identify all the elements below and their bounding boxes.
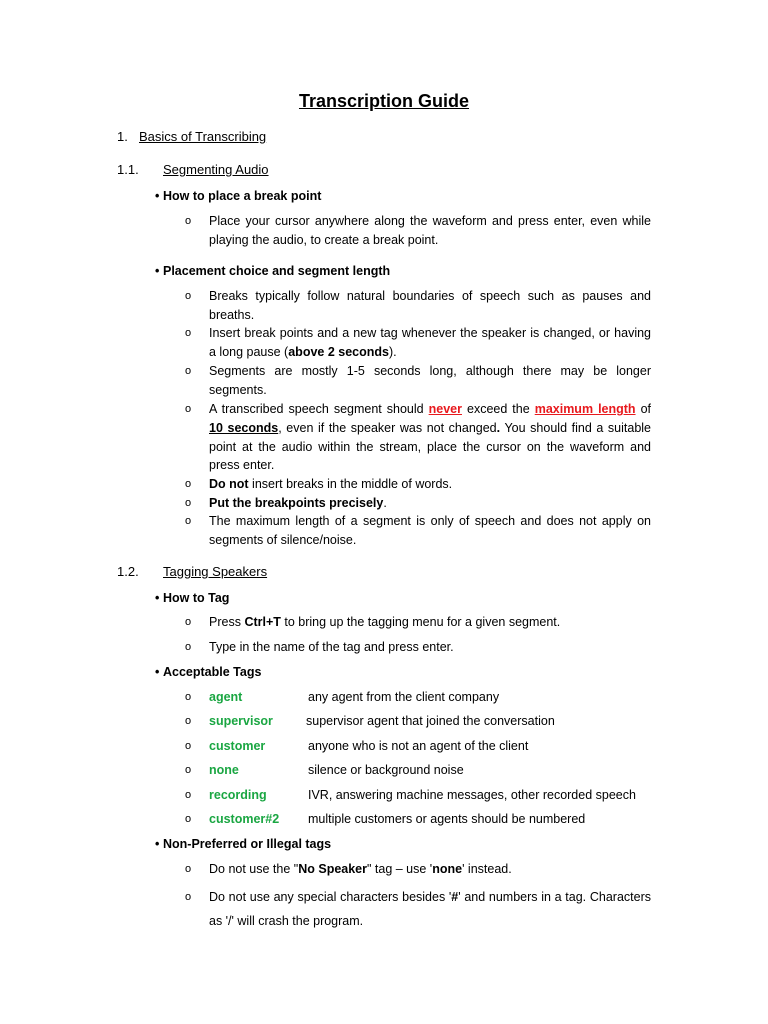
list-item <box>185 212 651 250</box>
item-text: A transcribed speech segment should <box>209 402 429 416</box>
emphasis-10-seconds: 10 seconds <box>209 420 279 435</box>
emphasis-maximum-length: maximum length <box>534 402 636 416</box>
bullet-illegal-tags: • Non-Preferred or Illegal tags <box>163 835 331 853</box>
list-item <box>185 494 651 513</box>
section-number: 1.1. <box>117 162 139 177</box>
item-text: to bring up the tagging menu for a given segment. <box>280 615 561 629</box>
list-item <box>185 362 651 400</box>
list-marker: o <box>185 691 192 703</box>
item-text: Breaks typically follow natural boundaries of speech such as pauses and breaths. <box>209 289 651 322</box>
item-bold-text: none <box>432 862 463 876</box>
shortcut-key: Ctrl+T <box>244 615 281 629</box>
item-text: The maximum length of a segment is only of speech and does not apply on segments of silence/noise. <box>209 514 651 547</box>
item-text: of <box>635 402 651 416</box>
section-title: Basics of Transcribing <box>139 129 267 144</box>
item-text: exceed the <box>461 402 535 416</box>
list-marker: o <box>185 616 192 628</box>
tag-name: recording <box>209 788 267 802</box>
list-marker: o <box>185 764 192 776</box>
section-number: 1.2. <box>117 564 139 579</box>
tag-description: supervisor agent that joined the conversation <box>306 714 555 728</box>
section-title: Segmenting Audio <box>163 162 269 177</box>
list-marker: o <box>185 515 192 527</box>
list-marker: o <box>185 215 192 227</box>
item-text: You should find a suitable point at the audio within the stream, place the cursor on the waveform and press enter. <box>209 420 651 473</box>
list-marker: o <box>185 641 192 653</box>
item-text: Do not use any special characters besides ' <box>209 890 452 904</box>
item-bold-text: Put the breakpoints precisely <box>209 496 384 510</box>
list-item <box>185 475 651 494</box>
item-text: insert breaks in the middle of words. <box>248 477 453 491</box>
list-item <box>185 324 651 362</box>
item-bold-text: No Speaker <box>298 862 367 876</box>
list-marker: o <box>185 403 192 415</box>
list-marker: o <box>185 789 192 801</box>
list-item <box>185 287 651 325</box>
item-bold-text: # <box>451 890 459 904</box>
tag-name: none <box>209 763 239 777</box>
tag-description: multiple customers or agents should be numbered <box>308 812 586 826</box>
item-text: Type in the name of the tag and press enter. <box>209 640 454 654</box>
item-text: Segments are mostly 1-5 seconds long, although there may be longer segments. <box>209 364 651 397</box>
list-marker: o <box>185 327 192 339</box>
tag-description: any agent from the client company <box>308 690 500 704</box>
bullet-break-point: • How to place a break point <box>163 187 321 205</box>
page-title: Transcription Guide <box>298 91 470 111</box>
list-item <box>185 860 651 879</box>
list-marker: o <box>185 497 192 509</box>
item-bold-text: Do not <box>209 477 249 491</box>
list-marker: o <box>185 863 192 875</box>
tag-description: IVR, answering machine messages, other recorded speech <box>308 788 636 802</box>
item-bold-text: above 2 seconds <box>288 344 389 359</box>
item-bold-text: . <box>496 420 501 435</box>
list-marker: o <box>185 891 192 903</box>
item-text: , even if the speaker was not changed <box>278 420 497 435</box>
bullet-how-to-tag: • How to Tag <box>163 589 229 607</box>
tag-description: silence or background noise <box>308 763 464 777</box>
item-text: Press <box>209 615 245 629</box>
list-item <box>185 400 651 475</box>
item-text: Place your cursor anywhere along the waveform and press enter, even while playing the audio, to create a break point. <box>209 214 651 247</box>
section-number: 1. <box>117 129 128 144</box>
list-item <box>185 885 651 933</box>
item-text: ' and numbers in a tag. Characters as '/' will crash the program. <box>209 890 651 928</box>
section-title: Tagging Speakers <box>163 564 268 579</box>
item-text: Do not use the " <box>209 862 299 876</box>
tag-name: agent <box>209 690 243 704</box>
item-text: . <box>383 496 387 510</box>
item-text: ' instead. <box>462 862 512 876</box>
tag-name: customer <box>209 739 266 753</box>
list-marker: o <box>185 715 192 727</box>
tag-name: supervisor <box>209 714 273 728</box>
bullet-acceptable-tags: • Acceptable Tags <box>163 663 261 681</box>
list-item <box>185 638 651 657</box>
list-item <box>185 613 651 632</box>
list-marker: o <box>185 740 192 752</box>
list-item <box>185 512 651 550</box>
bullet-placement: • Placement choice and segment length <box>163 262 390 280</box>
list-marker: o <box>185 813 192 825</box>
item-text: Insert break points and a new tag whenever the speaker is changed, or having a long pause ( <box>209 326 651 359</box>
tag-description: anyone who is not an agent of the client <box>308 739 529 753</box>
list-marker: o <box>185 290 192 302</box>
tag-name: customer#2 <box>209 812 280 826</box>
emphasis-never: never <box>428 402 462 416</box>
list-marker: o <box>185 478 192 490</box>
item-text: ). <box>388 344 397 359</box>
item-text: " tag – use ' <box>367 862 433 876</box>
list-marker: o <box>185 365 192 377</box>
